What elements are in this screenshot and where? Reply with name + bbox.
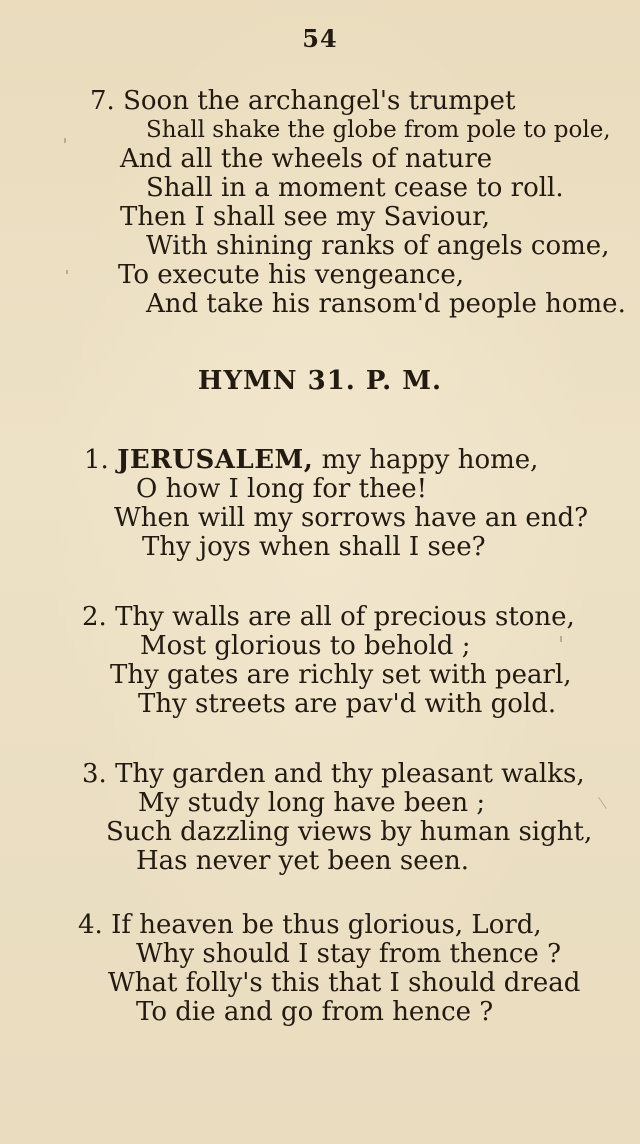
stanza-number: 3.: [82, 759, 107, 789]
stanza-line: Most glorious to behold ;: [140, 631, 471, 661]
stanza-line: 2. Thy walls are all of precious stone,: [82, 602, 575, 632]
stanza-line: What folly's this that I should dread: [108, 968, 581, 998]
stanza-line: Then I shall see my Saviour,: [120, 202, 491, 232]
stanza-line: My study long have been ;: [138, 788, 486, 818]
stanza-line: O how I long for thee!: [136, 474, 428, 504]
stanza-line: Such dazzling views by human sight,: [106, 817, 593, 847]
page-number: 54: [302, 24, 338, 53]
stanza-line: 4. If heaven be thus glorious, Lord,: [78, 910, 542, 940]
stanza-number: 7.: [90, 86, 115, 116]
stanza-line: To execute his vengeance,: [118, 260, 465, 290]
stanza-line: 3. Thy garden and thy pleasant walks,: [82, 759, 585, 789]
stanza-line: 7. Soon the archangel's trumpet: [90, 86, 516, 116]
stanza-line: Shall in a moment cease to roll.: [146, 173, 564, 203]
stanza-line: Thy gates are richly set with pearl,: [110, 660, 572, 690]
stanza-line: And take his ransom'd people home.: [146, 289, 626, 319]
stanza-number: 2.: [82, 602, 107, 632]
paper-speck: [64, 138, 66, 143]
stanza-line: Thy streets are pav'd with gold.: [138, 689, 557, 719]
stanza-line: Why should I stay from thence ?: [136, 939, 562, 969]
stanza-number: 4.: [78, 910, 103, 940]
stanza-line: To die and go from hence ?: [136, 997, 494, 1027]
opening-word: JERUSALEM,: [117, 445, 314, 475]
paper-speck: [560, 636, 562, 642]
stanza-line: When will my sorrows have an end?: [114, 503, 589, 533]
stanza-number: 1.: [84, 445, 109, 475]
stanza-line: With shining ranks of angels come,: [146, 231, 610, 261]
stanza-line: 1. JERUSALEM, my happy home,: [84, 445, 539, 475]
stanza-line: Has never yet been seen.: [136, 846, 470, 876]
paper-speck: [598, 797, 607, 809]
stanza-line: And all the wheels of nature: [120, 144, 493, 174]
stanza-line: Thy joys when shall I see?: [142, 532, 486, 562]
hymn-heading: HYMN 31. P. M.: [197, 366, 443, 396]
paper-speck: [66, 270, 68, 274]
stanza-line: Shall shake the globe from pole to pole,: [146, 117, 611, 143]
